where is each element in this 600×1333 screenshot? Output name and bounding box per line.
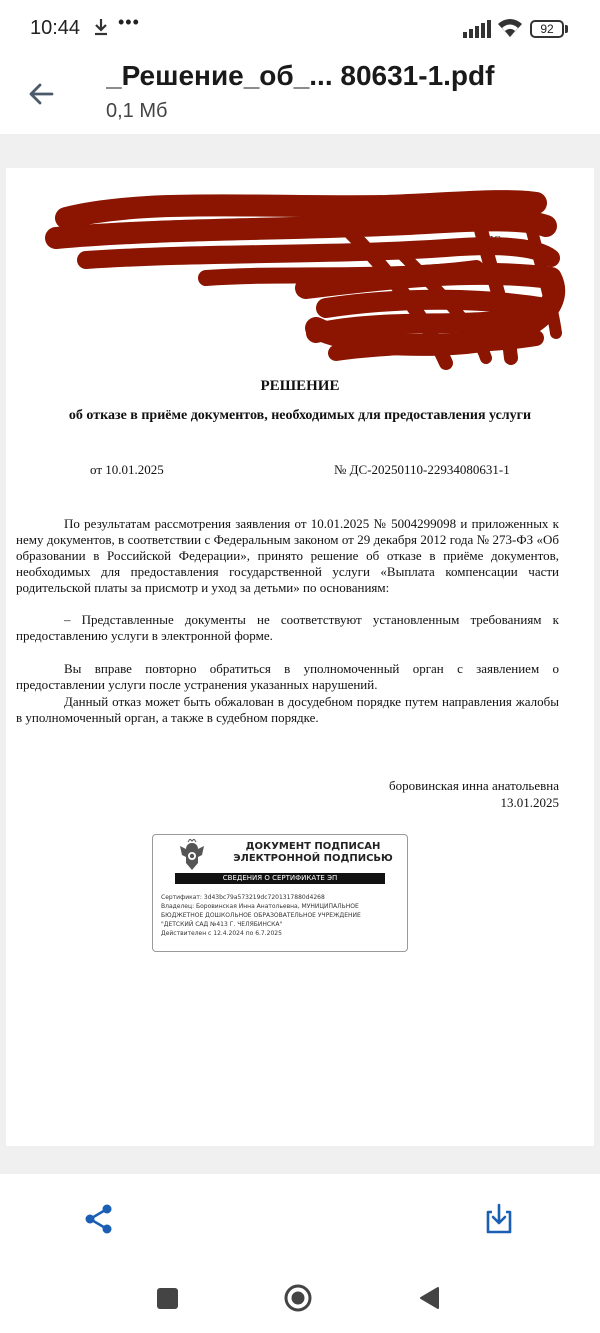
certificate-owner: "ДЕТСКИЙ САД №413 Г. ЧЕЛЯБИНСКА"	[161, 921, 283, 928]
signal-icon	[463, 20, 491, 38]
document-date: от 10.01.2025	[90, 462, 164, 477]
certificate-validity: Действителен с 12.4.2024 по 6.7.2025	[161, 930, 282, 937]
body-paragraph: По результатам рассмотрения заявления от 10.01.2025 № 5004299098 и приложенных к нему документов, в соответствии с Федеральным законом от 29 декабря 2012 года № 273-ФЗ «Об образовании в Российской Федерации», принято решение об отказе в приёме документов, необходимых для предоставления государственной услуги «Выплата компенсации части родительской платы за присмотр и уход за детьми» по основаниям:	[16, 516, 559, 595]
header-fragment: ДОШ	[206, 252, 233, 264]
recent-apps-icon[interactable]	[157, 1288, 178, 1309]
stamp-title-line: ЭЛЕКТРОННОЙ ПОДПИСЬЮ	[233, 853, 393, 864]
file-size: 0,1 Мб	[106, 100, 168, 122]
body-paragraph: Данный отказ может быть обжалован в досудебном порядке путем направления жалобы в уполномоченный орган, а также в судебном порядке.	[16, 694, 559, 725]
more-notifications-icon: •••	[118, 12, 140, 32]
share-icon[interactable]	[82, 1202, 116, 1236]
header-fragment: МУНИЦИ	[54, 234, 104, 246]
download-icon[interactable]	[482, 1202, 516, 1236]
certificate-id: Сертификат: 3d43bc79a573219dc7201317880d4268	[161, 894, 325, 901]
signer-date: 13.01.2025	[500, 795, 559, 810]
nav-back-icon[interactable]	[418, 1286, 440, 1310]
status-bar	[0, 0, 600, 58]
bottom-action-bar	[0, 1174, 600, 1264]
certificate-owner: БЮДЖЕТНОЕ ДОШКОЛЬНОЕ ОБРАЗОВАТЕЛЬНОЕ УЧРЕЖДЕНИЕ	[161, 912, 361, 919]
battery-icon	[530, 20, 564, 38]
system-nav-bar	[0, 1264, 600, 1333]
header-fragment: ДС	[486, 234, 501, 246]
body-paragraph: – Представленные документы не соответствуют установленным требованиям к предоставлению услуги в электронной форме.	[16, 612, 559, 643]
pdf-page	[6, 168, 594, 1146]
stamp-certificate-info	[161, 893, 405, 938]
signer-block	[389, 777, 559, 811]
battery-level: 92	[540, 22, 554, 36]
wifi-icon	[497, 18, 523, 38]
document-number: № ДС-20250110-22934080631-1	[334, 462, 510, 477]
stamp-title-line: ДОКУМЕНТ ПОДПИСАН	[245, 841, 381, 852]
header-fragment: л	[496, 328, 502, 340]
signer-name: боровинская инна анатольевна	[389, 778, 559, 793]
document-heading: РЕШЕНИЕ	[260, 378, 340, 394]
body-paragraph: Вы вправе повторно обратиться в уполномоченный орган с заявлением о предоставлении услуги после устранения указанных нарушений.	[16, 661, 559, 692]
coat-of-arms-icon	[177, 839, 207, 873]
stamp-title	[223, 841, 403, 865]
download-notification-icon	[92, 17, 110, 37]
arrow-left-icon[interactable]	[22, 74, 62, 114]
battery-nub	[565, 25, 568, 33]
status-time: 10:44	[30, 17, 81, 39]
redaction-scribble	[6, 168, 594, 378]
pdf-viewer[interactable]	[0, 134, 600, 1174]
app-bar	[0, 58, 600, 134]
home-icon[interactable]	[284, 1284, 312, 1312]
certificate-owner: Владелец: Боровинская Инна Анатольевна, МУНИЦИПАЛЬНОЕ	[161, 903, 359, 910]
signature-stamp	[152, 834, 408, 952]
stamp-certificate-bar: СВЕДЕНИЯ О СЕРТИФИКАТЕ ЭП	[175, 873, 385, 884]
document-subheading: об отказе в приёме документов, необходимых для предоставления услуги	[68, 408, 532, 423]
file-title: _Решение_об_... 80631-1.pdf	[106, 60, 495, 91]
